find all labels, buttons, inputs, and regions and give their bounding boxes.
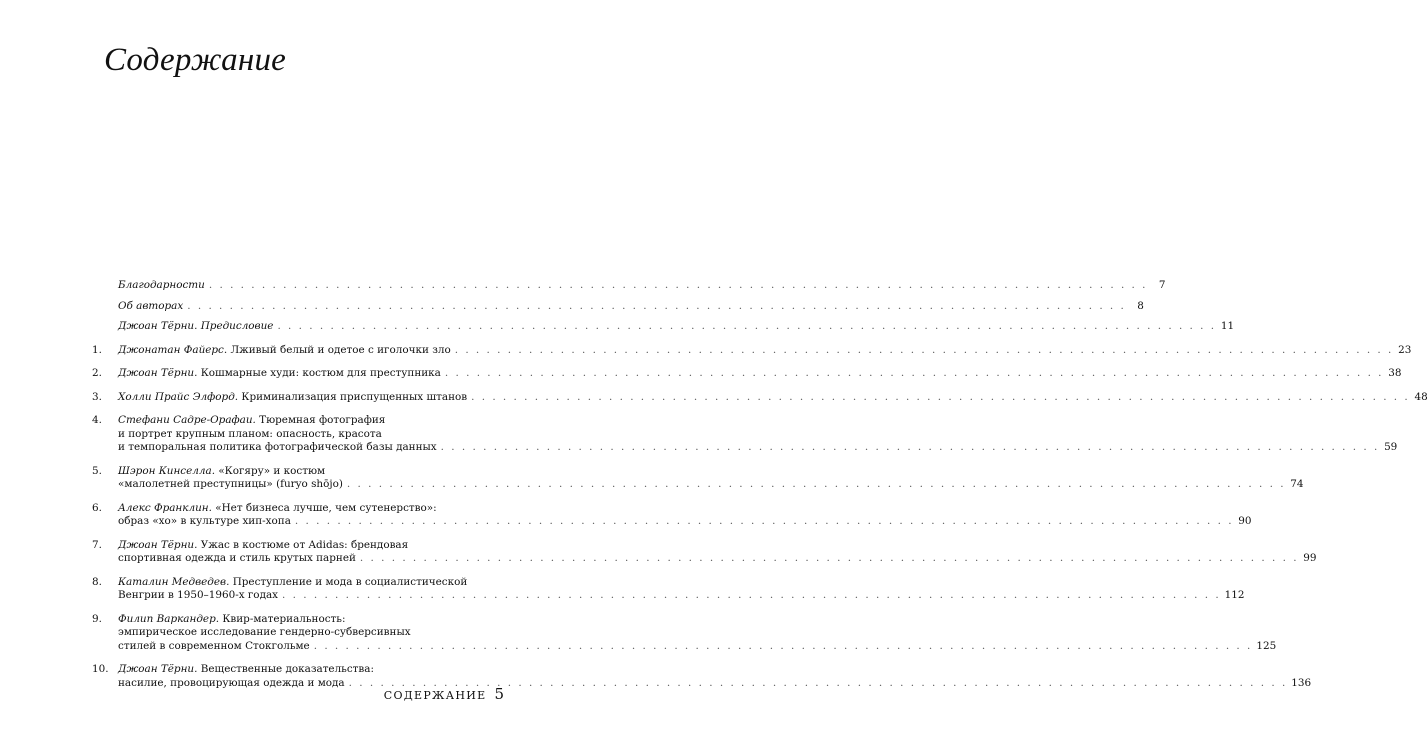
toc-page-number: 99 — [1303, 552, 1317, 564]
chapter-title-line: стилей в современном Стокгольме — [118, 639, 310, 652]
chapter-number: 8. — [92, 575, 102, 588]
chapter-title-line: образ «хо» в культуре хип-хопа — [118, 515, 291, 527]
toc-entry-front — [118, 279, 1166, 293]
chapter-title-line: Лживый белый и одетое с иголочки зло — [230, 343, 451, 356]
toc-page-number: 74 — [1290, 478, 1304, 490]
dot-leader — [314, 640, 1253, 654]
footer-label: СОДЕРЖАНИЕ — [383, 689, 487, 702]
toc-page-number: 112 — [1224, 589, 1245, 601]
toc-entry-title: Об авторах — [118, 299, 184, 312]
chapter-title-line: Квир-материальность: — [222, 612, 346, 625]
chapter-number: 3. — [92, 390, 102, 403]
chapter-title-line: и портрет крупным планом: опасность, красота — [118, 427, 382, 440]
chapter-author: Джоан Тёрни. — [118, 367, 198, 379]
table-of-contents — [92, 279, 1428, 690]
chapter-title-line: эмпирическое исследование гендерно-субверсивных — [118, 626, 411, 638]
toc-chapter-4 — [92, 414, 1398, 455]
chapter-title-line: «Нет бизнеса лучше, чем сутенерство»: — [215, 501, 437, 514]
toc-page-number: 38 — [1388, 367, 1402, 379]
chapter-title-line: и темпоральная политика фотографической базы данных — [118, 441, 437, 453]
toc-entry-title: Благодарности — [118, 279, 205, 291]
toc-page-number: 11 — [1220, 320, 1235, 332]
dot-leader — [282, 589, 1221, 603]
toc-page-number: 23 — [1398, 343, 1412, 356]
toc-page-number: 7 — [1158, 279, 1166, 291]
toc-entry-title: Джоан Тёрни. Предисловие — [118, 320, 274, 332]
chapter-number: 9. — [92, 612, 102, 625]
chapter-title-line: Ужас в костюме от Adidas: брендовая — [200, 538, 409, 551]
dot-leader — [455, 344, 1394, 358]
chapter-number: 6. — [92, 501, 102, 514]
dot-leader — [441, 441, 1380, 455]
toc-page-number: 136 — [1291, 676, 1312, 689]
toc-page-number: 59 — [1384, 441, 1398, 453]
toc-entry-front — [118, 320, 1235, 334]
chapter-title-line: Тюремная фотография — [259, 414, 386, 426]
chapter-title-line: насилие, провоцирующая одежда и мода — [118, 676, 345, 689]
toc-page-number: 125 — [1256, 639, 1277, 652]
toc-page-number: 48 — [1414, 390, 1428, 403]
dot-leader — [295, 515, 1234, 529]
toc-chapter-9 — [92, 612, 1277, 654]
chapter-author: Шэрон Кинселла. — [118, 464, 216, 477]
footer-page-number: 5 — [494, 685, 504, 703]
chapter-title-line: Вещественные доказательства: — [200, 663, 374, 675]
dot-leader — [277, 320, 1216, 334]
chapter-title-line: спортивная одежда и стиль крутых парней — [118, 552, 356, 564]
toc-chapter-8 — [92, 575, 1245, 603]
toc-chapter-1 — [92, 343, 1412, 358]
chapter-author: Холли Прайс Элфорд. — [118, 390, 239, 403]
dot-leader — [187, 300, 1126, 314]
chapter-author: Стефани Садре-Орафаи. — [118, 414, 256, 426]
chapter-number: 7. — [92, 538, 102, 551]
chapter-number: 1. — [92, 343, 102, 356]
chapter-title-line: «Когяру» и костюм — [218, 464, 326, 477]
toc-chapter-6 — [92, 501, 1252, 529]
page-title: Содержание — [104, 42, 287, 78]
dot-leader — [471, 391, 1410, 405]
chapter-number: 2. — [92, 367, 102, 379]
dot-leader — [209, 279, 1148, 293]
chapter-title-line: Кошмарные худи: костюм для преступника — [200, 367, 441, 379]
chapter-author: Каталин Медведев. — [118, 575, 230, 588]
dot-leader — [347, 478, 1286, 492]
toc-chapter-2 — [92, 367, 1402, 381]
chapter-author: Джонатан Файерс. — [118, 343, 228, 356]
chapter-title-line: Криминализация приспущенных штанов — [241, 390, 468, 403]
chapter-number: 10. — [92, 663, 109, 675]
chapter-title-line: Преступление и мода в социалистической — [232, 575, 468, 588]
chapter-number: 5. — [92, 464, 102, 477]
chapter-number: 4. — [92, 414, 102, 426]
chapter-author: Джоан Тёрни. — [118, 538, 198, 551]
chapter-title-line: «малолетней преступницы» (furyo shōjo) — [118, 478, 343, 490]
toc-chapter-5 — [92, 464, 1304, 492]
chapter-author: Алекс Франклин. — [118, 501, 212, 514]
toc-entry-front — [118, 299, 1144, 314]
dot-leader — [445, 367, 1384, 381]
toc-chapter-3 — [92, 390, 1428, 405]
chapter-title-line: Венгрии в 1950–1960-х годах — [118, 589, 279, 601]
toc-chapter-7 — [92, 538, 1317, 566]
running-footer — [384, 685, 504, 703]
chapter-author: Филип Варкандер. — [118, 612, 220, 625]
toc-page-number: 8 — [1137, 299, 1144, 312]
toc-page-number: 90 — [1238, 515, 1252, 527]
dot-leader — [360, 552, 1299, 566]
chapter-author: Джоан Тёрни. — [118, 663, 198, 675]
